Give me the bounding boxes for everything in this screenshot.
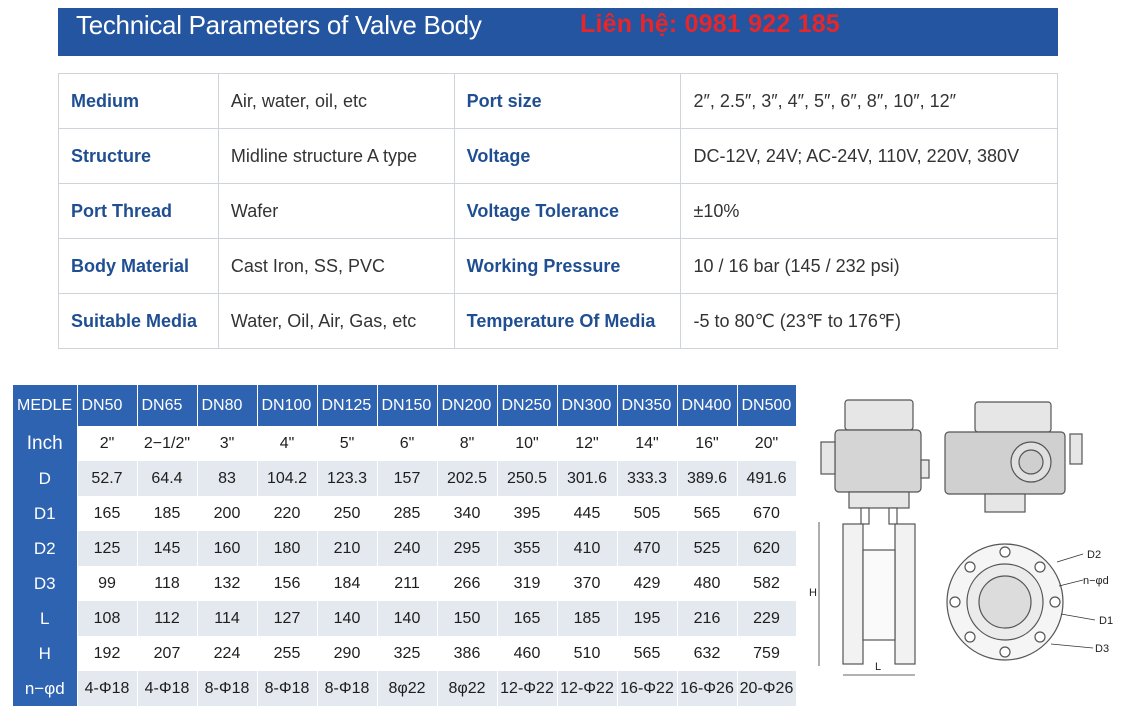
dim-cell: 370 — [557, 566, 617, 601]
dim-cell: 229 — [737, 601, 796, 636]
dim-cell: 132 — [197, 566, 257, 601]
dim-row — [13, 496, 796, 531]
param-row — [59, 239, 1058, 294]
dim-cell: 125 — [77, 531, 137, 566]
dim-cell: 210 — [317, 531, 377, 566]
side-bracket — [849, 492, 909, 508]
dim-model-header: DN150 — [377, 385, 437, 426]
dim-cell: 325 — [377, 636, 437, 671]
dim-cell: 8" — [437, 426, 497, 461]
dim-cell: 145 — [137, 531, 197, 566]
dim-cell: 140 — [377, 601, 437, 636]
dim-cell: 202.5 — [437, 461, 497, 496]
dim-cell: 429 — [617, 566, 677, 601]
dim-cell: 285 — [377, 496, 437, 531]
dim-model-header: DN125 — [317, 385, 377, 426]
param-row — [59, 74, 1058, 129]
dim-cell: 12-Φ22 — [557, 671, 617, 706]
dim-cell: 340 — [437, 496, 497, 531]
dim-cell: 8-Φ18 — [257, 671, 317, 706]
side-actuator-plug — [921, 460, 929, 478]
param-label: Body Material — [59, 239, 219, 294]
dim-cell: 250.5 — [497, 461, 557, 496]
dim-row — [13, 461, 796, 496]
label-n-phid: n−φd — [1083, 575, 1109, 587]
dim-row — [13, 426, 796, 461]
dim-cell: 240 — [377, 531, 437, 566]
dim-row — [13, 566, 796, 601]
dim-row — [13, 531, 796, 566]
dim-cell: 333.3 — [617, 461, 677, 496]
dim-cell: 200 — [197, 496, 257, 531]
dim-cell: 114 — [197, 601, 257, 636]
dim-cell: 16-Φ22 — [617, 671, 677, 706]
dim-cell: 195 — [617, 601, 677, 636]
dim-cell: 211 — [377, 566, 437, 601]
dim-cell: 480 — [677, 566, 737, 601]
dim-cell: 224 — [197, 636, 257, 671]
dim-row — [13, 601, 796, 636]
param-label: Port Thread — [59, 184, 219, 239]
dim-cell: 389.6 — [677, 461, 737, 496]
dim-cell: 582 — [737, 566, 796, 601]
valve-technical-drawing — [805, 390, 1120, 690]
label-d2: D2 — [1087, 549, 1102, 561]
dim-row-label: n−φd — [13, 671, 77, 706]
param-value: ±10% — [681, 184, 1058, 239]
dim-cell: 64.4 — [137, 461, 197, 496]
dim-cell: 104.2 — [257, 461, 317, 496]
dim-cell: 4" — [257, 426, 317, 461]
dim-cell: 83 — [197, 461, 257, 496]
dim-model-header: DN80 — [197, 385, 257, 426]
param-row — [59, 294, 1058, 349]
dim-cell: 460 — [497, 636, 557, 671]
dim-row — [13, 636, 796, 671]
param-value: Cast Iron, SS, PVC — [218, 239, 454, 294]
contact-phone[interactable]: Liên hệ: 0981 922 185 — [580, 10, 840, 38]
param-label: Voltage — [454, 129, 681, 184]
dim-cell: 632 — [677, 636, 737, 671]
dim-model-header: DN500 — [737, 385, 796, 426]
dim-model-header: DN65 — [137, 385, 197, 426]
param-label: Suitable Media — [59, 294, 219, 349]
dim-cell: 8-Φ18 — [197, 671, 257, 706]
front-actuator-top — [975, 402, 1051, 432]
dim-cell: 505 — [617, 496, 677, 531]
dim-row-label: D — [13, 461, 77, 496]
dim-cell: 445 — [557, 496, 617, 531]
dim-cell: 10" — [497, 426, 557, 461]
param-label: Medium — [59, 74, 219, 129]
dim-cell: 290 — [317, 636, 377, 671]
dim-cell: 165 — [77, 496, 137, 531]
dim-cell: 6" — [377, 426, 437, 461]
dim-cell: 184 — [317, 566, 377, 601]
dim-header-label: MEDLE — [13, 385, 77, 426]
dim-cell: 216 — [677, 601, 737, 636]
param-value: Air, water, oil, etc — [218, 74, 454, 129]
dim-cell: 157 — [377, 461, 437, 496]
dimensions-table — [13, 385, 797, 706]
dim-cell: 192 — [77, 636, 137, 671]
dim-row-label: Inch — [13, 426, 77, 461]
dim-cell: 185 — [137, 496, 197, 531]
front-actuator-knob — [1070, 434, 1082, 464]
dim-row-label: D2 — [13, 531, 77, 566]
dim-cell: 123.3 — [317, 461, 377, 496]
side-flange-left — [843, 524, 863, 664]
dim-cell: 140 — [317, 601, 377, 636]
dim-model-header: DN300 — [557, 385, 617, 426]
dim-cell: 255 — [257, 636, 317, 671]
dim-cell: 185 — [557, 601, 617, 636]
dim-cell: 301.6 — [557, 461, 617, 496]
dim-model-header: DN400 — [677, 385, 737, 426]
label-h: H — [809, 587, 817, 599]
front-bracket — [985, 494, 1025, 512]
dim-cell: 180 — [257, 531, 317, 566]
param-value: DC-12V, 24V; AC-24V, 110V, 220V, 380V — [681, 129, 1058, 184]
dim-row-label: L — [13, 601, 77, 636]
dim-cell: 12-Φ22 — [497, 671, 557, 706]
dim-model-header: DN100 — [257, 385, 317, 426]
dim-cell: 759 — [737, 636, 796, 671]
dim-cell: 525 — [677, 531, 737, 566]
dim-model-header: DN350 — [617, 385, 677, 426]
dim-cell: 620 — [737, 531, 796, 566]
dim-model-header: DN50 — [77, 385, 137, 426]
dim-cell: 20" — [737, 426, 796, 461]
dim-row-label: D1 — [13, 496, 77, 531]
dim-cell: 5" — [317, 426, 377, 461]
dim-cell: 319 — [497, 566, 557, 601]
param-row — [59, 129, 1058, 184]
parameters-table — [58, 73, 1058, 349]
dim-cell: 295 — [437, 531, 497, 566]
param-value: Water, Oil, Air, Gas, etc — [218, 294, 454, 349]
dim-cell: 16" — [677, 426, 737, 461]
dim-cell: 355 — [497, 531, 557, 566]
dim-cell: 156 — [257, 566, 317, 601]
dim-cell: 470 — [617, 531, 677, 566]
dim-cell: 99 — [77, 566, 137, 601]
dim-model-header: DN250 — [497, 385, 557, 426]
side-actuator-knob — [821, 442, 835, 474]
dim-cell: 8φ22 — [377, 671, 437, 706]
dim-model-header: DN200 — [437, 385, 497, 426]
param-label: Voltage Tolerance — [454, 184, 681, 239]
dim-cell: 3" — [197, 426, 257, 461]
dim-cell: 4-Φ18 — [137, 671, 197, 706]
param-label: Structure — [59, 129, 219, 184]
param-value: -5 to 80℃ (23℉ to 176℉) — [681, 294, 1058, 349]
dim-cell: 565 — [617, 636, 677, 671]
param-value: 2″, 2.5″, 3″, 4″, 5″, 6″, 8″, 10″, 12″ — [681, 74, 1058, 129]
dim-cell: 395 — [497, 496, 557, 531]
side-flange-right — [895, 524, 915, 664]
dim-cell: 112 — [137, 601, 197, 636]
dim-cell: 127 — [257, 601, 317, 636]
banner-title: Technical Parameters of Valve Body — [76, 10, 482, 40]
param-value: Wafer — [218, 184, 454, 239]
label-d1: D1 — [1099, 615, 1114, 627]
param-value: Midline structure A type — [218, 129, 454, 184]
dim-cell: 510 — [557, 636, 617, 671]
dim-cell: 386 — [437, 636, 497, 671]
dim-row-label: D3 — [13, 566, 77, 601]
param-label: Port size — [454, 74, 681, 129]
dim-cell: 165 — [497, 601, 557, 636]
param-value: 10 / 16 bar (145 / 232 psi) — [681, 239, 1058, 294]
param-row — [59, 184, 1058, 239]
dim-cell: 8-Φ18 — [317, 671, 377, 706]
dim-cell: 491.6 — [737, 461, 796, 496]
dim-cell: 8φ22 — [437, 671, 497, 706]
dim-cell: 14" — [617, 426, 677, 461]
dim-cell: 52.7 — [77, 461, 137, 496]
dim-cell: 670 — [737, 496, 796, 531]
dim-cell: 2−1/2" — [137, 426, 197, 461]
dim-cell: 108 — [77, 601, 137, 636]
label-d3: D3 — [1095, 643, 1110, 655]
dim-cell: 207 — [137, 636, 197, 671]
dim-row — [13, 671, 796, 706]
dim-cell: 266 — [437, 566, 497, 601]
side-actuator-top — [845, 400, 913, 430]
dim-cell: 565 — [677, 496, 737, 531]
side-actuator-body — [835, 430, 921, 492]
dim-cell: 12" — [557, 426, 617, 461]
dim-cell: 20-Φ26 — [737, 671, 796, 706]
label-l: L — [875, 661, 882, 673]
param-label: Working Pressure — [454, 239, 681, 294]
dim-cell: 16-Φ26 — [677, 671, 737, 706]
dim-cell: 160 — [197, 531, 257, 566]
dim-cell: 118 — [137, 566, 197, 601]
dim-row-label: H — [13, 636, 77, 671]
dim-cell: 150 — [437, 601, 497, 636]
param-label: Temperature Of Media — [454, 294, 681, 349]
dim-cell: 2" — [77, 426, 137, 461]
dim-cell: 410 — [557, 531, 617, 566]
dim-cell: 220 — [257, 496, 317, 531]
dim-cell: 250 — [317, 496, 377, 531]
dim-cell: 4-Φ18 — [77, 671, 137, 706]
